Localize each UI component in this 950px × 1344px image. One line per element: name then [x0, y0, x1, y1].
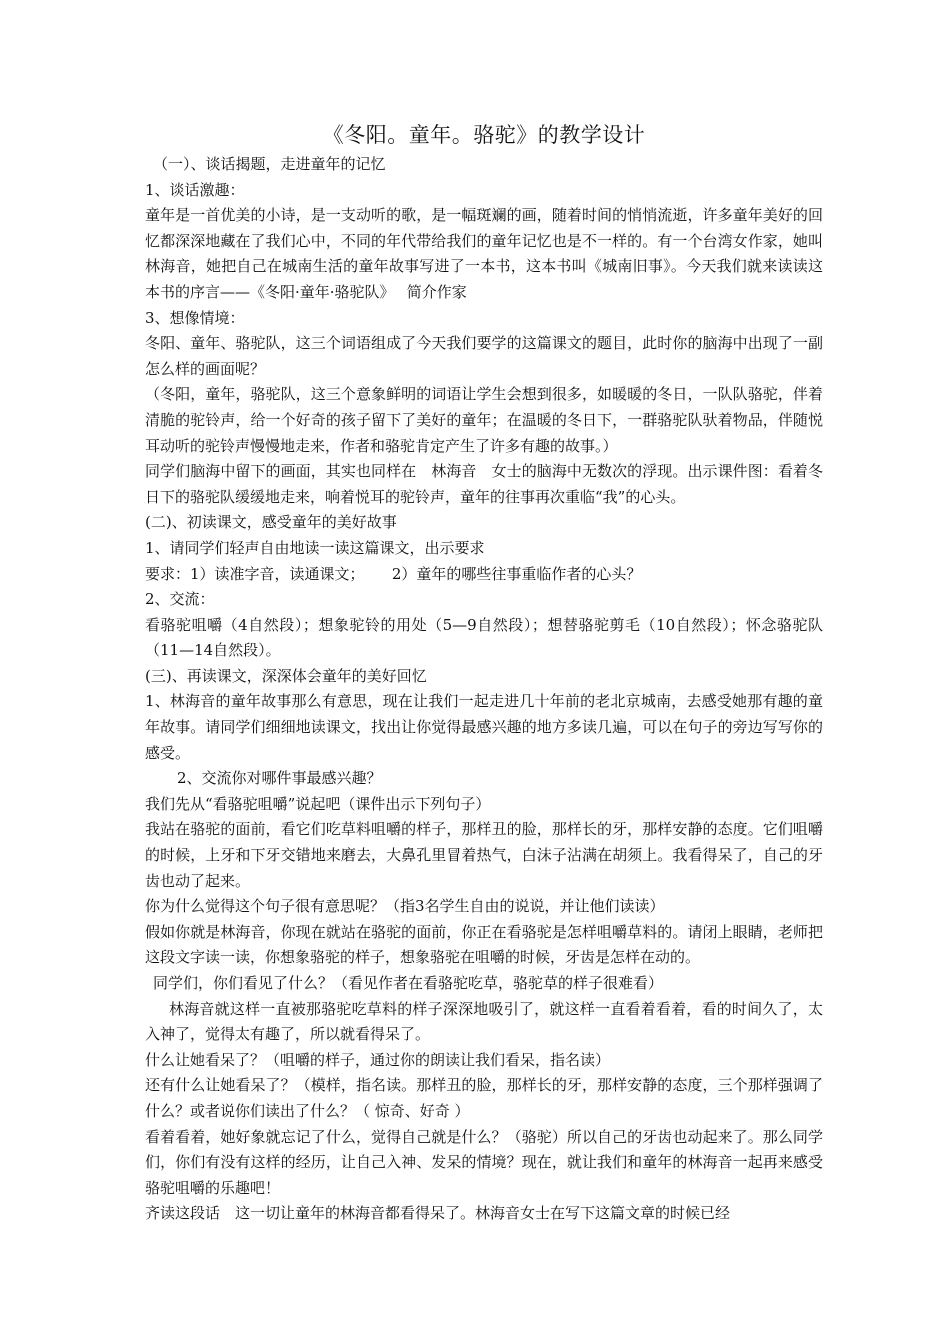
document-page [145, 118, 823, 1227]
paragraph: 看着看着，她好象就忘记了什么，觉得自己就是什么？（骆驼）所以自己的牙齿也动起来了。那么同学们，你们有没有这样的经历，让自己入神、发呆的情境？现在，就让我们和童年的林海音一起再来感受骆驼咀嚼的乐趣吧！ [145, 1127, 823, 1197]
section-heading-2: (二)、初读课文，感受童年的美好故事 [145, 513, 397, 532]
paragraph: 同学们，你们看见了什么？（看见作者在看骆驼吃草，骆驼草的样子很难看） [153, 974, 664, 992]
paragraph: （冬阳，童年，骆驼队，这三个意象鲜明的词语让学生会想到很多，如暖暖的冬日，一队队骆驼，伴着清脆的驼铃声，给一个好奇的孩子留下了美好的童年；在温暖的冬日下，一群骆驼队驮着物品，伴随悦耳动听的驼铃声慢慢地走来，作者和骆驼肯定产生了许多有趣的故事。） [145, 385, 823, 455]
paragraph: 看骆驼咀嚼（4自然段）；想象驼铃的用处（5—9自然段）；想替骆驼剪毛（10自然段）；怀念骆驼队（11—14自然段）。 [145, 615, 823, 660]
section-heading-1: （一）、谈话揭题，走进童年的记忆 [153, 155, 386, 173]
paragraph: 1、林海音的童年故事那么有意思，现在让我们一起走进几十年前的老北京城南，去感受她那有趣的童年故事。请同学们细细地读课文，找出让你觉得最感兴趣的地方多读几遍，可以在句子的旁边写写你的感受。 [145, 692, 823, 762]
paragraph: 齐读这段话 这一切让童年的林海音都看得呆了。林海音女士在写下这篇文章的时候已经 [145, 1204, 731, 1223]
section-heading-3: (三)、再读课文，深深体会童年的美好回忆 [145, 666, 427, 685]
paragraph: 1、请同学们轻声自由地读一读这篇课文，出示要求 [145, 538, 485, 557]
document-body [145, 152, 823, 1227]
paragraph: 童年是一首优美的小诗，是一支动听的歌，是一幅斑斓的画，随着时间的悄悄流逝，许多童年美好的回忆都深深地藏在了我们心中，不同的年代带给我们的童年记忆也是不一样的。有一个台湾女作家，她叫林海音，她把自己在城南生活的童年故事写进了一本书，这本书叫《城南旧事》。今天我们就来读读这本书的序言——《冬阳·童年·骆驼队》 简介作家 [145, 206, 823, 301]
paragraph: 林海音就这样一直被那骆驼吃草料的样子深深地吸引了，就这样一直看着看着，看的时间久了，太入神了，觉得太有趣了，所以就看得呆了。 [145, 999, 823, 1044]
document-title: 《冬阳。童年。骆驼》的教学设计 [322, 123, 646, 147]
paragraph: 2、交流： [145, 590, 215, 609]
paragraph: 还有什么让她看呆了？（模样，指名读。那样丑的脸，那样长的牙，那样安静的态度，三个那样强调了什么？或者说你们读出了什么？（ 惊奇、好奇 ） [145, 1076, 823, 1120]
quoted-passage: 我站在骆驼的面前，看它们吃草料咀嚼的样子，那样丑的脸，那样长的牙，那样安静的态度。它们咀嚼的时候，上牙和下牙交错地来磨去，大鼻孔里冒着热气，白沫子沾满在胡须上。我看得呆了，自己的牙齿也动了起来。 [145, 820, 823, 890]
paragraph: 假如你就是林海音，你现在就站在骆驼的面前，你正在看骆驼是怎样咀嚼草料的。请闭上眼睛，老师把这段文字读一读，你想象骆驼的样子，想象骆驼在咀嚼的时候，牙齿是怎样在动的。 [145, 922, 823, 967]
paragraph: 1、谈话激趣： [145, 180, 245, 199]
paragraph: 你为什么觉得这个句子很有意思呢？（指3名学生自由的说说，并让他们读读） [145, 897, 665, 916]
paragraph: 2、交流你对哪件事最感兴趣？ [177, 769, 382, 788]
paragraph: 3、想像情境： [145, 308, 245, 327]
paragraph: 我们先从“看骆驼咀嚼”说起吧（课件出示下列句子） [145, 794, 491, 813]
paragraph: 同学们脑海中留下的画面，其实也同样在 林海音 女士的脑海中无数次的浮现。出示课件图：看着冬日下的骆驼队缓缓地走来，响着悦耳的驼铃声，童年的往事再次重临“我”的心头。 [145, 462, 823, 506]
paragraph: 要求：1）读准字音，读通课文； 2）童年的哪些往事重临作者的心头？ [145, 564, 642, 583]
paragraph: 什么让她看呆了？（咀嚼的样子，通过你的朗读让我们看呆，指名读） [145, 1050, 611, 1069]
paragraph: 冬阳、童年、骆驼队，这三个词语组成了今天我们要学的这篇课文的题目，此时你的脑海中出现了一副怎么样的画面呢？ [145, 334, 823, 378]
